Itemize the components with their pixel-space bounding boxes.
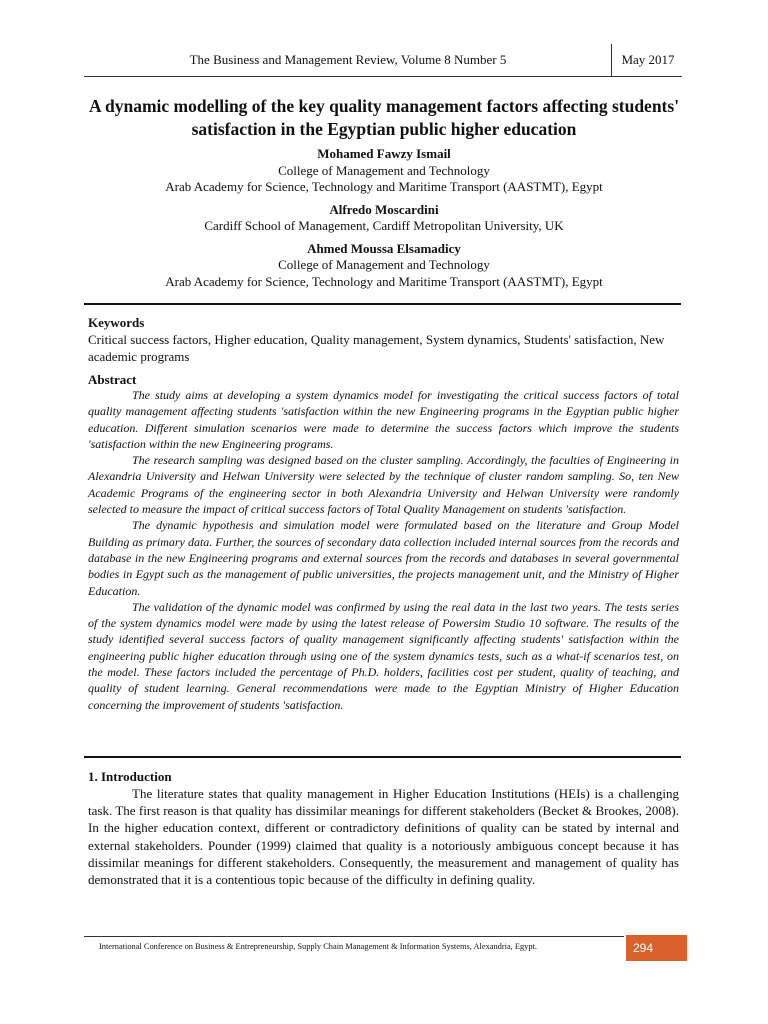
introduction-body bbox=[88, 785, 679, 888]
author-block bbox=[84, 146, 684, 290]
abstract-paragraph: The research sampling was designed based on the cluster sampling. Accordingly, the faculties of Engineering in Alexandria University and Helwan University were selected by the technique of cluster random sampling. So, ten New Academic Programs of the engineering sector in both Alexandria University and Helwan University were randomly selected to measure the impact of critical success factors of Total Quality Management on students 'satisfaction. bbox=[88, 453, 679, 517]
running-header bbox=[84, 44, 682, 77]
conference-footer: International Conference on Business & Entrepreneurship, Supply Chain Management & Information Systems, Alexandria, Egypt. bbox=[99, 942, 537, 951]
keywords-heading: Keywords bbox=[88, 315, 145, 330]
author-affiliation: College of Management and Technology bbox=[278, 162, 490, 178]
keywords-text: Critical success factors, Higher education, Quality management, System dynamics, Students' satisfaction, New academic programs bbox=[88, 332, 665, 364]
abstract-heading: Abstract bbox=[88, 372, 137, 387]
footer-rule bbox=[84, 936, 624, 937]
page-number: 294 bbox=[633, 941, 654, 955]
introduction-heading: 1. Introduction bbox=[88, 769, 172, 784]
abstract-paragraph: The validation of the dynamic model was confirmed by using the real data in the last two years. The tests series of the system dynamics model were made by using the latest release of Powersim Studio 10 software. The results of the study identified several success factors of quality management significantly affecting students' satisfaction within the engineering public higher education through using one of the system dynamics tests, such as a what-if scenarios test, on the model. These factors included the percentage of Ph.D. holders, facilities cost per student, quality of teaching, and quality of student learning. General recommendations were made to the Egyptian Ministry of Higher Education concerning the improvement of students 'satisfaction. bbox=[88, 599, 679, 712]
abstract-paragraph: The dynamic hypothesis and simulation model were formulated based on the literature and Group Model Building as primary data. Further, the sources of secondary data collection included internal sources from the records and database in the new Engineering programs and external sources from the records and databases in several governmental bodies in Egypt such as the management of public universities, the projects management unit, and the Ministry of Higher Education. bbox=[88, 518, 679, 598]
author-name: Ahmed Moussa Elsamadicy bbox=[307, 240, 461, 256]
author-affiliation: Cardiff School of Management, Cardiff Metropolitan University, UK bbox=[204, 218, 564, 233]
abstract-body bbox=[88, 387, 679, 713]
header-divider bbox=[611, 44, 612, 76]
journal-title: The Business and Management Review, Volume 8 Number 5 bbox=[189, 52, 507, 67]
issue-date: May 2017 bbox=[621, 52, 675, 67]
abstract-paragraph: The study aims at developing a system dynamics model for investigating the critical success factors of total quality management affecting students 'satisfaction within the new Engineering programs in the Egyptian public higher education. Different simulation scenarios were made to determine the success factors which improve the students 'satisfaction within the new Engineering programs. bbox=[88, 388, 679, 451]
introduction-paragraph: The literature states that quality management in Higher Education Institutions (HEIs) is a challenging task. The first reason is that quality has dissimilar meanings for different stakeholders (Becket & Brookes, 2008). In the higher education context, different or contradictory definitions of quality can be stated by internal and external stakeholders. Pounder (1999) claimed that quality is a notoriously ambiguous concept because it has dissimilar meanings for different stakeholders. Consequently, the measurement and management of quality has demonstrated that it is a contentious topic because of the difficulty in defining quality. bbox=[88, 786, 679, 888]
author-affiliation: College of Management and Technology bbox=[278, 257, 490, 272]
author-name: Alfredo Moscardini bbox=[329, 201, 439, 217]
author-name: Mohamed Fawzy Ismail bbox=[317, 146, 451, 161]
section-divider bbox=[84, 756, 681, 758]
page-number-box bbox=[626, 935, 687, 961]
author-affiliation: Arab Academy for Science, Technology and Maritime Transport (AASTMT), Egypt bbox=[165, 273, 603, 289]
section-divider bbox=[84, 303, 681, 305]
author-affiliation: Arab Academy for Science, Technology and Maritime Transport (AASTMT), Egypt bbox=[165, 179, 603, 194]
paper-title: A dynamic modelling of the key quality management factors affecting students' satisfaction in the Egyptian public higher education bbox=[88, 96, 680, 139]
